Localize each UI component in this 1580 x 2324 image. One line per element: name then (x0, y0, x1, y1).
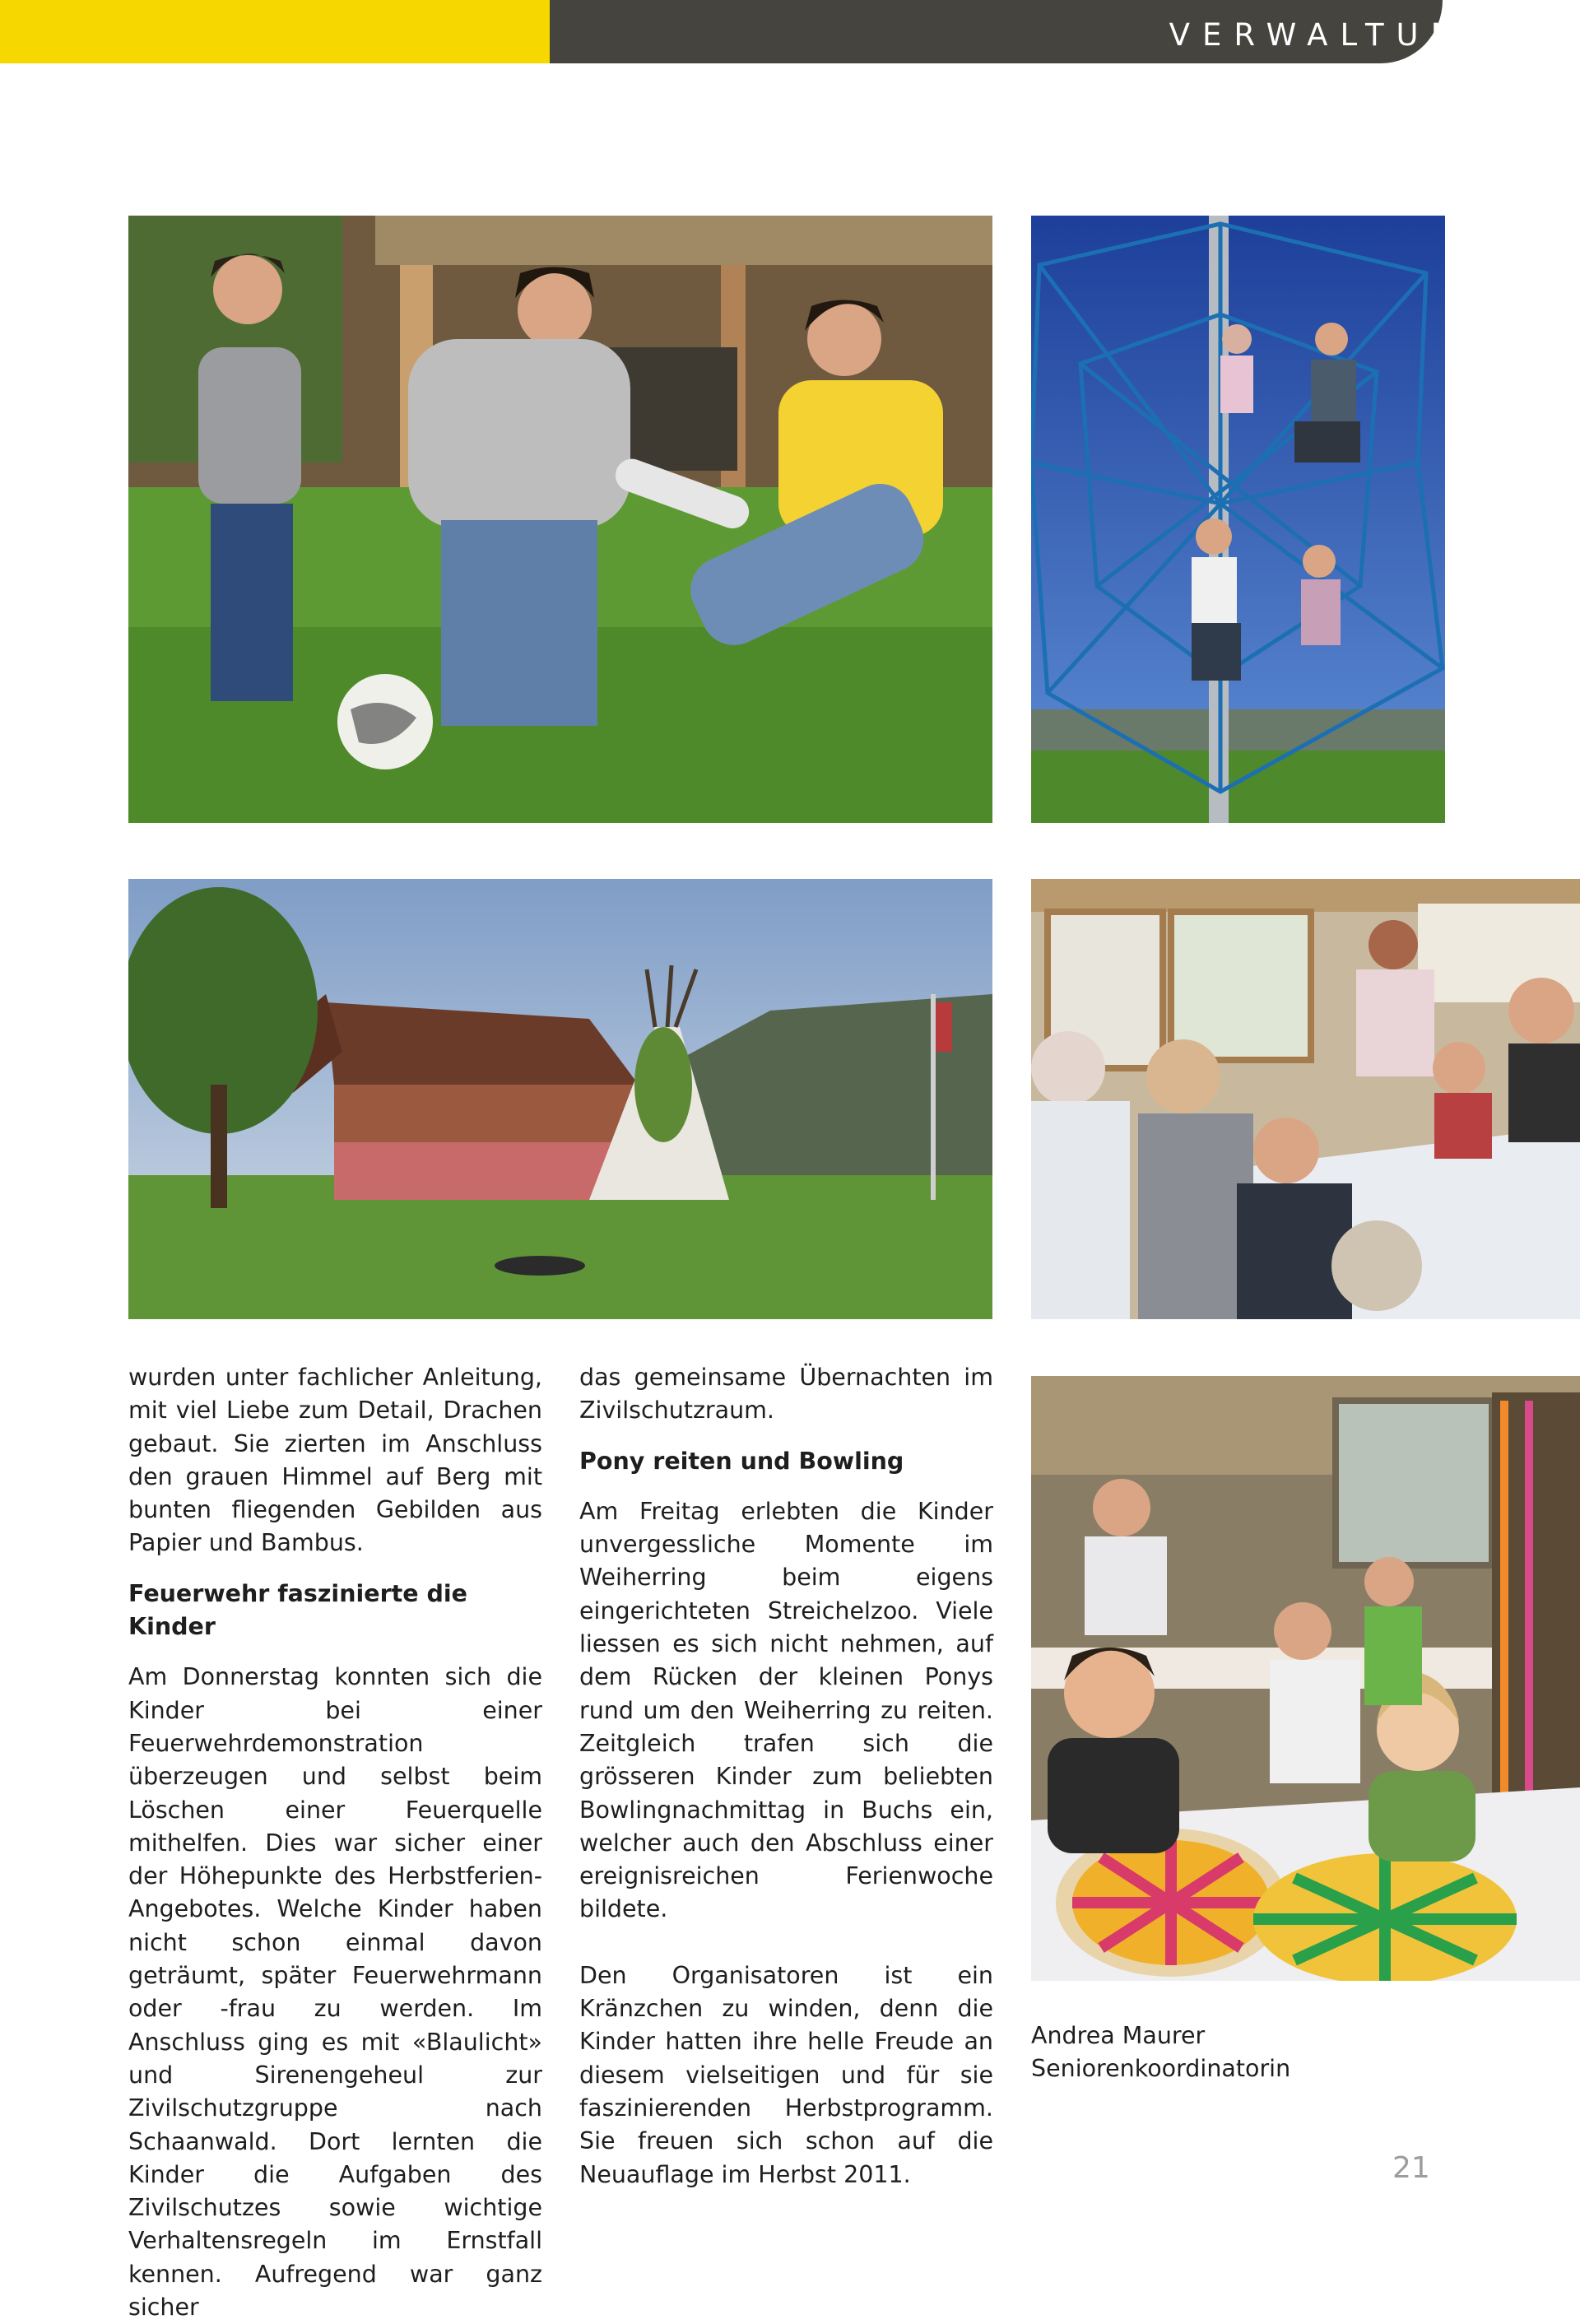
photo-building-tipi (128, 879, 992, 1319)
col2-paragraph-3: Den Organisatoren ist ein Kränzchen zu winden, denn die Kinder hatten ihre helle Freude an diesem vielseitigen und für sie faszinierenden Herbstprogramm. Sie freuen sich schon auf die Neuauflage im Herbst 2011. (579, 1961, 993, 2188)
col1-paragraph-1: wurden unter fachlicher Anleitung, mit viel Liebe zum Detail, Drachen gebaut. Sie zierten im Anschluss den grauen Himmel auf Berg mit bunten fliegenden Gebilden aus Papier und Bambus. (128, 1364, 542, 1557)
section-title: VERWALTUNG (1169, 17, 1502, 53)
article-column-2 (579, 1361, 993, 2192)
col2-paragraph-2: Am Freitag erlebten die Kinder unvergessliche Momente im Weiherring beim eigens eingerichteten Streichelzoo. Viele liessen es sich nicht nehmen, auf dem Rücken der kleinen Ponys rund um den Weiherring zu reiten. Zeitgleich trafen sich die grösseren Kinder zum beliebten Bowlingnachmittag in Buchs ein, welcher auch den Abschluss einer ereignisreichen Ferienwoche bildete. (579, 1497, 993, 1923)
author-name: Andrea Maurer (1031, 2022, 1206, 2049)
col1-heading-feuerwehr: Feuerwehr faszinierte die Kinder (128, 1579, 468, 1641)
page-number: 21 (1392, 2151, 1430, 2185)
photo-craft-room (1031, 879, 1580, 1319)
photo-climbing-net (1031, 216, 1445, 823)
article-column-1 (128, 1361, 542, 2324)
author-signature (1031, 2020, 1290, 2086)
photo-boys-football (128, 216, 992, 823)
author-role: Seniorenkoordinatorin (1031, 2055, 1291, 2083)
col2-heading-pony: Pony reiten und Bowling (579, 1447, 904, 1475)
header-yellow-bar (0, 0, 550, 63)
col2-paragraph-1: das gemeinsame Übernachten im Zivilschutzraum. (579, 1364, 993, 1425)
col1-paragraph-2: Am Donnerstag konnten sich die Kinder bei einer Feuerwehrdemonstration überzeugen und selbst beim Löschen einer Feuerquelle mithelfen. Dies war sicher einer der Höhepunkte des Herbstferien-Angebotes. Welche Kinder haben nicht schon einmal davon geträumt, später Feuerwehrmann oder -frau zu werden. Im Anschluss ging es mit «Blaulicht» und Sirenengeheul zur Zivilschutzgruppe nach Schaanwald. Dort lernten die Kinder die Aufgaben des Zivilschutzes sowie wichtige Verhaltensregeln im Ernstfall kennen. Aufregend war ganz sicher (128, 1663, 542, 2322)
photo-children-crafts (1031, 1376, 1580, 1981)
